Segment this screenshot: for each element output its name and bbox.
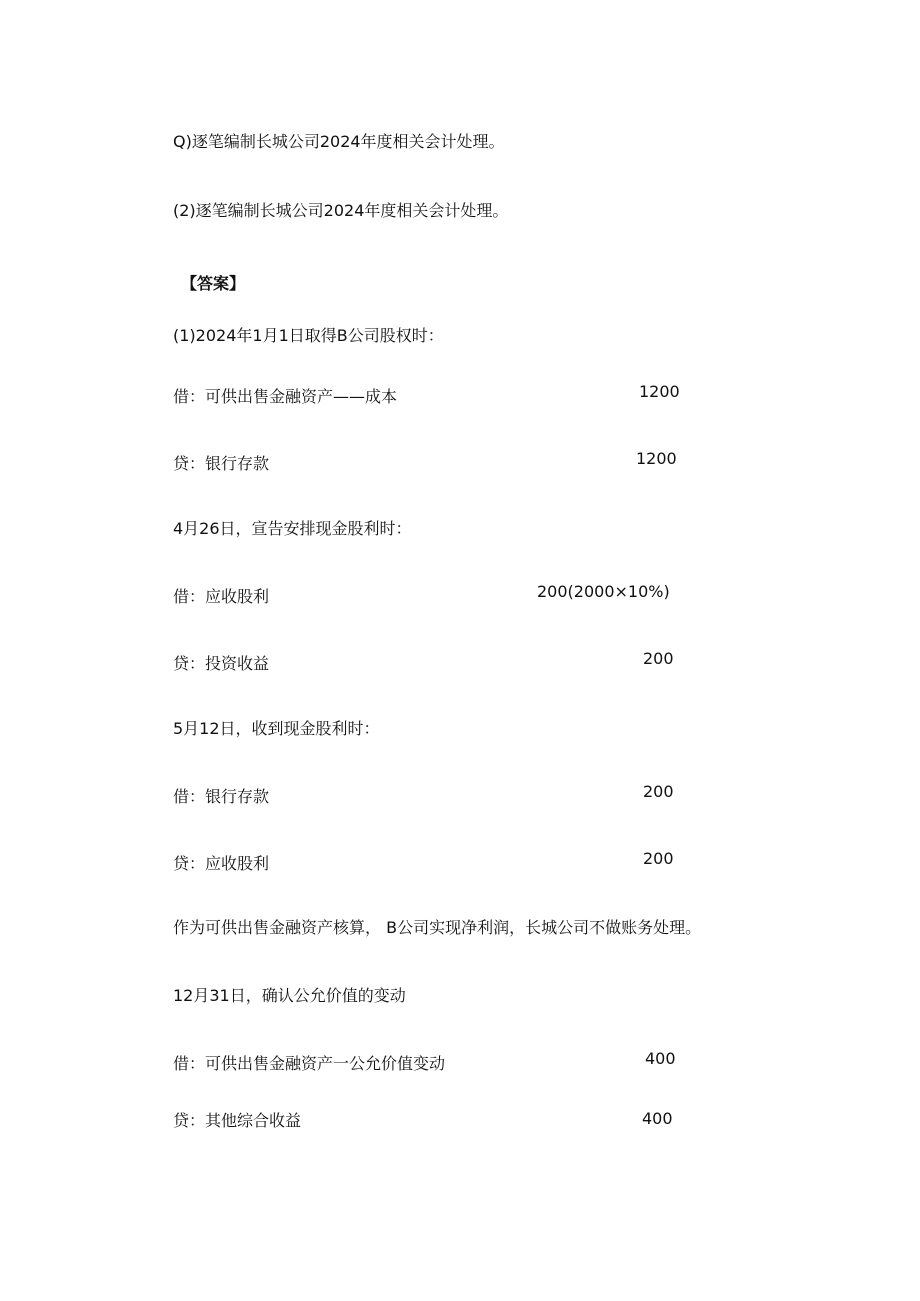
entry3-debit-label: 借：银行存款 <box>173 787 270 806</box>
entry1-credit-label: 贷：银行存款 <box>173 454 270 473</box>
entry1-debit-amount: 1200 <box>639 382 680 401</box>
answer-heading: 【答案】 <box>181 274 246 293</box>
entry4-debit-amount: 400 <box>645 1049 676 1068</box>
dec31-title: 12月31日，确认公允价值的变动 <box>173 986 406 1005</box>
entry4-credit-amount: 400 <box>642 1109 673 1128</box>
apr26-title: 4月26日，宣告安排现金股利时： <box>173 519 412 538</box>
part1-title: (1)2024年1月1日取得B公司股权时： <box>173 326 444 345</box>
may12-title: 5月12日，收到现金股利时： <box>173 719 380 738</box>
question-1: Q)逐笔编制长城公司2024年度相关会计处理。 <box>173 132 505 151</box>
entry2-debit-label: 借：应收股利 <box>173 587 270 606</box>
entry2-credit-amount: 200 <box>643 649 674 668</box>
note-line: 作为可供出售金融资产核算， B公司实现净利润，长城公司不做账务处理。 <box>173 918 702 937</box>
entry1-credit-amount: 1200 <box>636 449 677 468</box>
entry4-debit-label: 借：可供出售金融资产一公允价值变动 <box>173 1054 446 1073</box>
entry4-credit-label: 贷：其他综合收益 <box>173 1111 302 1130</box>
entry2-credit-label: 贷：投资收益 <box>173 654 270 673</box>
entry1-debit-label: 借：可供出售金融资产——成本 <box>173 387 398 406</box>
entry3-credit-amount: 200 <box>643 849 674 868</box>
entry3-debit-amount: 200 <box>643 782 674 801</box>
entry2-debit-amount: 200(2000×10%) <box>537 582 670 601</box>
question-2: (2)逐笔编制长城公司2024年度相关会计处理。 <box>173 201 509 220</box>
entry3-credit-label: 贷：应收股利 <box>173 854 270 873</box>
